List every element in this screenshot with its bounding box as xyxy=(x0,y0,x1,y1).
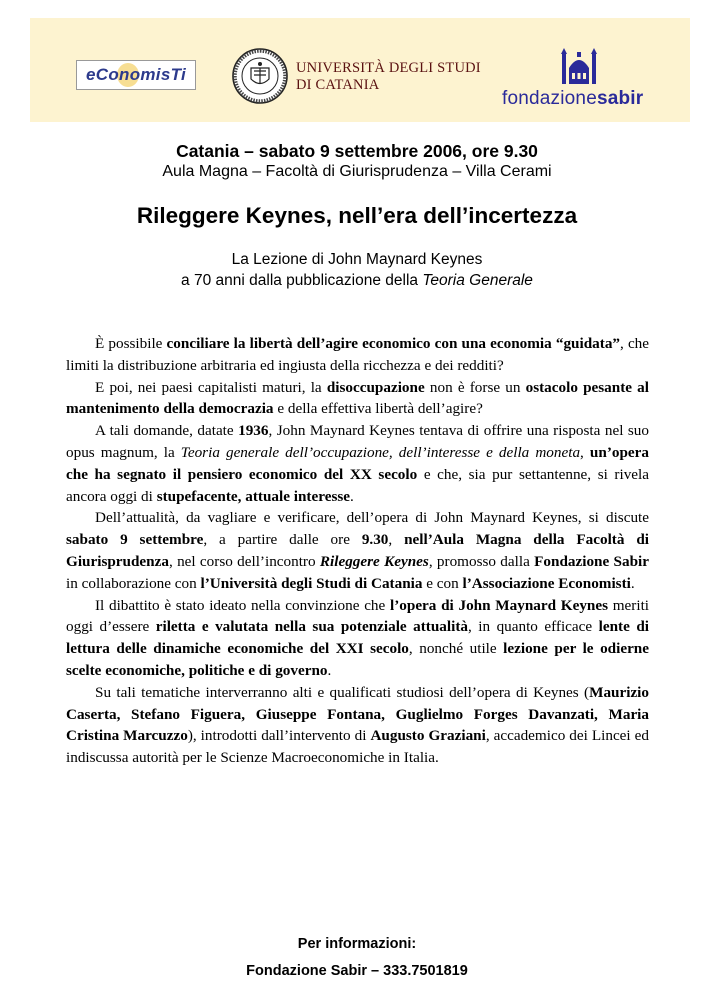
text-run-bold: conciliare la libertà dell’agire economico con una economia “guidata” xyxy=(166,335,621,352)
subtitle-book-title: Teoria Generale xyxy=(422,272,533,289)
text-run: , che limiti la distribuzione arbitraria ed ingiusta della ricchezza e dei redditi? xyxy=(66,335,650,374)
text-run: Su tali tematiche interverranno alti e qualificati studiosi dell’opera di Keynes ( xyxy=(95,683,590,701)
text-run: e con xyxy=(422,574,463,592)
sabir-logo-bold: sabir xyxy=(596,88,644,109)
text-run: Dell’attualità, da vagliare e verificare, dell’opera di John Maynard Keynes, si discute xyxy=(95,509,649,527)
text-run: , nel corso dell’incontro xyxy=(168,552,320,570)
subtitle-line2 xyxy=(0,270,714,291)
text-run-bold: 9.30 xyxy=(361,531,389,549)
text-run: e della effettiva libertà dell’agire? xyxy=(273,400,483,418)
text-run: non è forse un xyxy=(424,378,526,396)
event-place-line: Aula Magna – Facoltà di Giurisprudenza – Villa Cerami xyxy=(162,163,552,180)
text-run: , xyxy=(388,531,405,549)
text-run: . xyxy=(630,574,635,592)
event-date-line: Catania – sabato 9 settembre 2006, ore 9.30 xyxy=(176,141,538,161)
text-run-bold: Fondazione Sabir xyxy=(534,552,649,570)
economisti-logo xyxy=(76,60,196,90)
document-subtitle xyxy=(0,249,714,291)
text-run: Il dibattito è stato ideato nella convinzione che xyxy=(95,596,390,614)
text-run-bold-italic: Rileggere Keynes xyxy=(319,552,429,570)
subtitle-line2-prefix: a 70 anni dalla pubblicazione della xyxy=(181,272,423,289)
text-run: meriti oggi d’essere xyxy=(66,596,650,636)
university-name-line2: DI CATANIA xyxy=(296,77,380,93)
text-run: , promosso dalla xyxy=(428,552,535,570)
sabir-logo-text xyxy=(502,88,643,110)
sabir-logo-light: fondazione xyxy=(502,88,597,109)
text-run: , accademico dei Lincei ed indiscussa autorità per le Scienze Macroeconomiche in Italia. xyxy=(66,727,649,767)
text-run: È possibile xyxy=(95,335,167,352)
text-run: E poi, nei paesi capitalisti maturi, la xyxy=(95,378,327,396)
text-run: . xyxy=(327,661,332,679)
economisti-logo-text: eConomisTi xyxy=(86,65,186,84)
body-paragraph xyxy=(66,333,649,377)
info-contact: Fondazione Sabir – 333.7501819 xyxy=(246,963,468,979)
text-run: A tali domande, datate xyxy=(95,422,239,440)
text-run-bold: l’Associazione Economisti xyxy=(462,574,631,592)
text-run: , a partire dalle ore xyxy=(203,531,362,549)
text-run: ), introdotti dall’intervento di xyxy=(187,727,371,745)
text-run-bold: lente di lettura delle dinamiche economiche del XXI secolo xyxy=(66,618,649,658)
text-run-emphasis xyxy=(320,553,429,570)
text-run-bold: disoccupazione xyxy=(326,378,425,396)
body-text xyxy=(66,333,649,769)
body-paragraph xyxy=(66,377,649,421)
document-title: Rileggere Keynes, nell’era dell’incertezza xyxy=(136,203,578,228)
subtitle-line1: La Lezione di John Maynard Keynes xyxy=(231,251,483,268)
text-run-italic: Teoria generale dell’occupazione, dell’interesse e della moneta xyxy=(180,443,581,461)
text-run-bold: riletta e valutata nella sua potenziale attualità xyxy=(155,618,468,636)
university-name xyxy=(296,60,481,94)
text-run: . xyxy=(350,487,354,505)
text-run-bold: sabato 9 settembre xyxy=(66,531,204,549)
text-run-bold: l’Università degli Studi di Catania xyxy=(200,574,423,592)
text-run-bold: un’opera che ha segnato il pensiero economico del XX secolo xyxy=(66,443,649,483)
text-run-bold: 1936 xyxy=(238,422,269,440)
text-run-bold: nell’Aula Magna della Facoltà di Giurisprudenza xyxy=(66,531,649,570)
text-run: , xyxy=(580,443,590,461)
text-run: e che, sia pur settantenne, si rivela ancora oggi di xyxy=(66,465,649,505)
body-paragraph xyxy=(66,420,649,507)
text-run-bold: l’opera di John Maynard Keynes xyxy=(390,596,609,614)
text-run: , nonché utile xyxy=(408,640,504,658)
sabir-mosque-icon xyxy=(556,46,602,86)
text-run: , in quanto efficace xyxy=(467,618,599,636)
body-paragraph xyxy=(66,595,649,682)
university-name-line1: UNIVERSITÀ DEGLI STUDI xyxy=(296,60,481,76)
text-run-bold: ostacolo pesante al mantenimento della democrazia xyxy=(66,378,649,418)
info-label: Per informazioni: xyxy=(297,936,417,952)
text-run-bold: Maurizio Caserta, Stefano Figuera, Giuseppe Fontana, Guglielmo Forges Davanzati, Maria Cristina Marcuzzo xyxy=(66,683,649,745)
text-run-bold: Augusto Graziani xyxy=(370,727,486,745)
text-run-bold: stupefacente, attuale interesse xyxy=(156,487,351,505)
body-paragraph xyxy=(66,507,649,594)
text-run: , John Maynard Keynes tentava di offrire una risposta nel suo opus magnum, la xyxy=(66,422,649,461)
body-paragraph xyxy=(66,682,649,769)
text-run-bold: lezione per le odierne scelte economiche, politiche e di governo xyxy=(66,640,649,679)
text-run: in collaborazione con xyxy=(66,574,201,592)
university-seal-icon xyxy=(232,48,288,104)
